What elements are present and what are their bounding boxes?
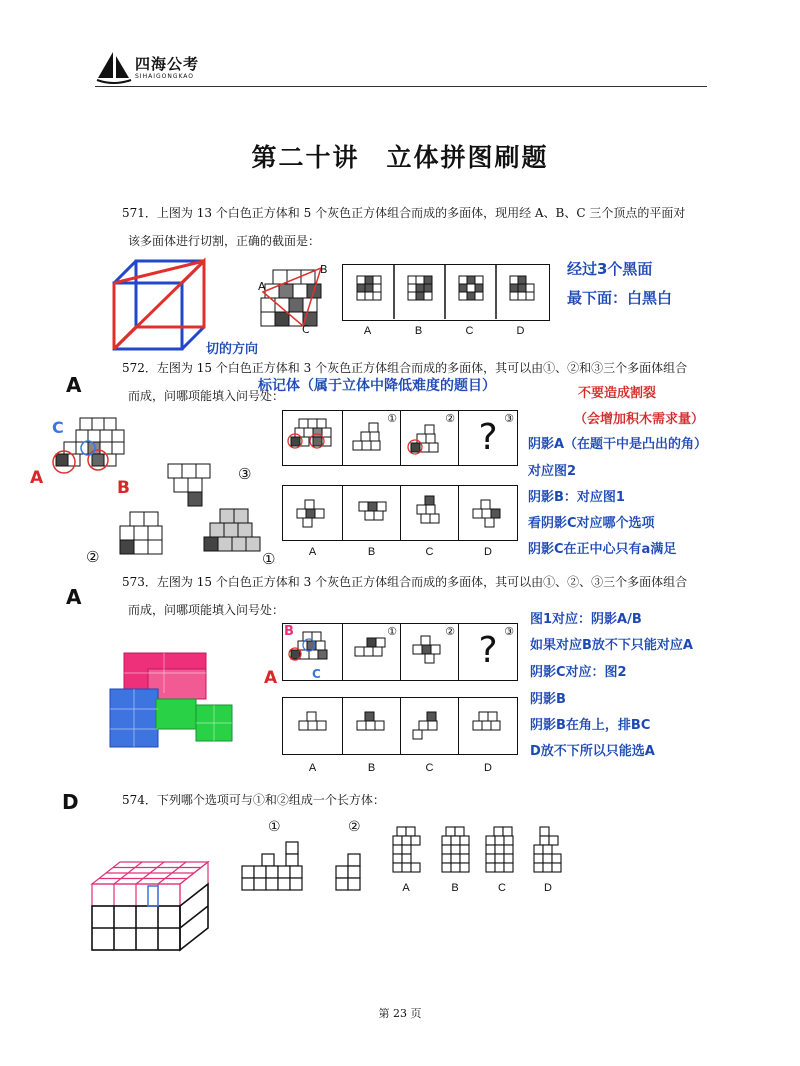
q572-label-b: B — [117, 478, 130, 498]
q573-note-1: 图1对应：阴影A/B — [530, 612, 642, 627]
q573-note-5: 阴影B在角上，排BC — [530, 718, 651, 733]
q571-option-label-d: D — [516, 325, 525, 337]
q572-note-5: 阴影C在正中心只有a满足 — [528, 542, 677, 557]
q571-options-grid — [342, 264, 550, 321]
q572-piece-3-label: ③ — [238, 465, 252, 483]
q573-option-d-cell — [458, 697, 518, 755]
q573-question-mark: ? — [478, 630, 498, 671]
q573-cell-piece-3-label: ③ — [504, 625, 514, 638]
q571-option-label-c: C — [465, 325, 474, 337]
q574-piece-1-figure — [240, 836, 310, 892]
q572-piece-2-figure — [110, 506, 180, 568]
logo-sail-icon — [95, 50, 133, 84]
q574-cuboid-figure — [88, 856, 238, 956]
page-title: 第二十讲 立体拼图刷题 — [251, 143, 549, 172]
q572-option-label-d: D — [484, 546, 492, 558]
q571-text-line1: 571．上图为 13 个白色正方体和 5 个灰色正方体组合而成的多面体，现用经 A、B、C 三个顶点的平面对 — [122, 206, 686, 220]
q572-text-line2: 而成，问哪项能填入问号处： — [128, 389, 285, 403]
q573-piece-2-cell — [400, 623, 459, 681]
logo-subtext: SIHAIGONGKAO — [135, 73, 195, 80]
q571-option-c-figure — [459, 276, 483, 300]
header-rule — [95, 86, 707, 87]
q573-option-label-a: A — [308, 762, 317, 774]
q572-note-3: 阴影B：对应图1 — [528, 490, 625, 505]
q572-option-d-cell — [458, 485, 518, 541]
q571-text-line2: 该多面体进行切割，正确的截面是： — [128, 234, 321, 248]
page-number: 第 23 页 — [378, 1007, 422, 1020]
q573-label-c: C — [312, 667, 321, 681]
q571-vertex-c: C — [302, 323, 310, 336]
q573-cell-piece-2-label: ② — [445, 625, 455, 638]
q572-option-label-b: B — [367, 546, 376, 558]
q574-option-label-a: A — [402, 882, 410, 894]
q572-note-2: 对应图2 — [528, 464, 577, 479]
q573-question-cell — [458, 623, 518, 681]
q573-text-line2: 而成，问哪项能填入问号处： — [128, 603, 285, 617]
q572-text-line1: 572．左图为 15 个白色正方体和 3 个灰色正方体组合而成的多面体，其可以由①、②和③三个多面体组合 — [122, 361, 688, 375]
q574-piece-1-label: ① — [268, 819, 281, 835]
logo — [95, 50, 245, 86]
q572-piece-2-cell — [400, 410, 459, 466]
q572-piece-1-label: ① — [262, 550, 276, 568]
q574-option-c-figure — [484, 823, 520, 879]
q572-option-a-cell — [282, 485, 343, 541]
q572-cell-piece-1-label: ① — [387, 412, 397, 425]
q572-option-b-cell — [342, 485, 401, 541]
q573-option-label-d: D — [484, 762, 492, 774]
q572-piece-1-cell — [342, 410, 401, 466]
q573-note-6: D放不下所以只能选A — [530, 744, 655, 759]
q574-piece-2-label: ② — [348, 819, 361, 835]
q573-label-b: B — [284, 624, 294, 639]
q571-option-label-b: B — [414, 325, 423, 337]
q572-question-cell — [458, 410, 518, 466]
q574-option-d-figure — [532, 823, 564, 879]
q573-note-4: 阴影B — [530, 692, 566, 707]
q574-option-label-c: C — [498, 882, 506, 894]
q573-cell-piece-1-label: ① — [387, 625, 397, 638]
q572-note-red-1: 不要造成割裂 — [578, 386, 657, 401]
q573-colored-figure — [100, 645, 250, 755]
q572-label-c: C — [52, 418, 64, 437]
q572-piece-1-figure — [200, 503, 270, 569]
q573-note-2: 如果对应B放不下只能对应A — [530, 638, 693, 653]
q572-note-4: 看阴影C对应哪个选项 — [528, 516, 655, 531]
q572-piece-2-label: ② — [86, 548, 100, 566]
q574-option-b-figure — [440, 823, 470, 879]
q574-text: 574．下列哪个选项可与①和②组成一个长方体： — [122, 793, 385, 807]
q573-option-a-cell — [282, 697, 343, 755]
q573-label-a: A — [264, 668, 278, 688]
q571-note-2: 最下面：白黑白 — [567, 289, 673, 307]
q574-option-label-b: B — [451, 882, 459, 894]
q571-vertex-a: A — [258, 280, 266, 293]
q574-option-label-d: D — [544, 882, 552, 894]
q571-option-a-figure — [357, 276, 381, 300]
q572-question-mark: ? — [478, 417, 498, 458]
q572-cell-piece-2-label: ② — [445, 412, 455, 425]
q571-vertex-b: B — [320, 263, 328, 276]
q571-option-b-figure — [408, 276, 432, 300]
q572-option-label-c: C — [425, 546, 434, 558]
q572-cell-piece-3-label: ③ — [504, 412, 514, 425]
q572-label-a: A — [30, 468, 44, 488]
q573-note-3: 阴影C对应：图2 — [530, 665, 627, 680]
q572-overlay-note: 标记体（属于立体中降低难度的题目） — [258, 378, 496, 394]
q573-piece-1-cell — [342, 623, 401, 681]
q573-option-c-cell — [400, 697, 459, 755]
q573-answer-mark: A — [66, 585, 82, 609]
q574-piece-2-figure — [334, 836, 374, 892]
q571-option-d-figure — [510, 276, 534, 300]
q574-option-a-figure — [391, 823, 421, 879]
q572-option-label-a: A — [308, 546, 317, 558]
q573-option-b-cell — [342, 697, 401, 755]
q571-note-1: 经过3个黑面 — [567, 260, 653, 278]
q572-note-1: 阴影A（在题干中是凸出的角） — [528, 437, 708, 452]
q571-cube-diagram — [104, 255, 214, 355]
logo-text: 四海公考 — [135, 55, 200, 73]
q572-answer-mark: A — [66, 373, 82, 397]
q571-option-label-a: A — [363, 325, 372, 337]
q573-option-label-b: B — [367, 762, 376, 774]
q572-note-red-2: （会增加积木需求量） — [574, 412, 705, 427]
q571-note-cut-direction: 切的方向 — [206, 342, 259, 357]
q572-main-thumb — [282, 410, 343, 466]
q572-option-c-cell — [400, 485, 459, 541]
q574-answer-mark: D — [62, 790, 79, 814]
q573-option-label-c: C — [425, 762, 434, 774]
q573-text-line1: 573．左图为 15 个白色正方体和 3 个灰色正方体组合而成的多面体，其可以由①、②、③三个多面体组合 — [122, 575, 688, 589]
